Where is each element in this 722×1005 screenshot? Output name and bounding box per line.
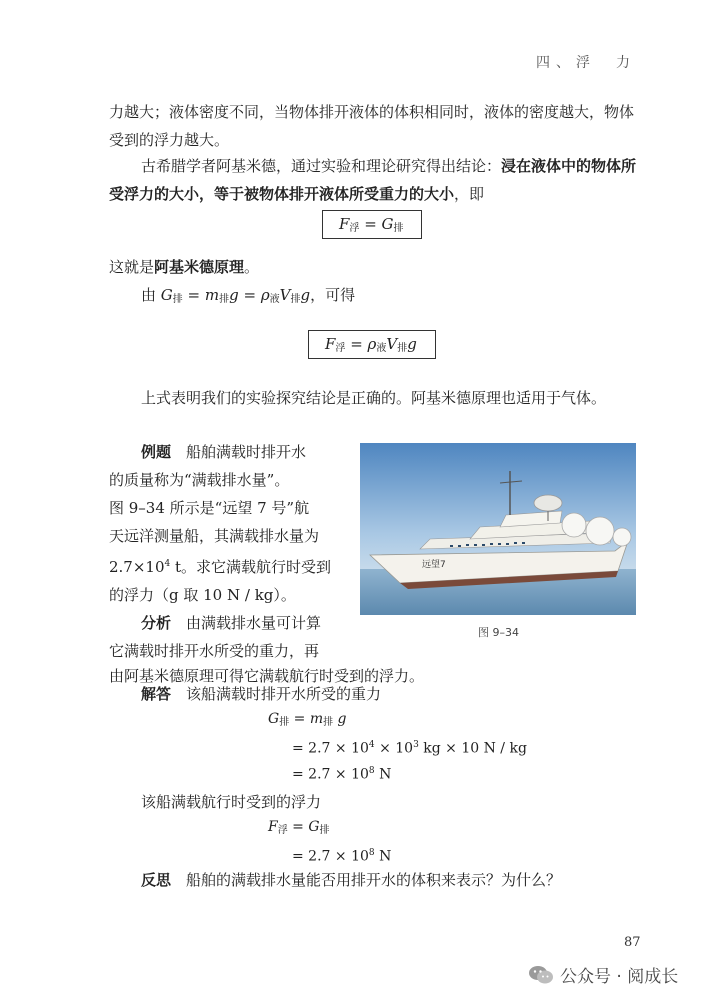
- eqD-lhs: F: [268, 819, 278, 835]
- deriv-eq1: =: [182, 286, 205, 304]
- eqB-end: kg × 10 N / kg: [418, 740, 527, 757]
- solution-eq-b: [292, 734, 527, 760]
- paragraph-archimedes-conclusion: [109, 152, 639, 208]
- deriv-post: ，可得: [310, 286, 356, 304]
- solution-intro: [109, 680, 639, 708]
- eqE-sup: 8: [368, 848, 375, 858]
- solution-eq-d: [268, 816, 330, 842]
- eq2-g: g: [407, 335, 417, 353]
- conclusion-lead: 古希腊学者阿基米德，通过实验和理论研究得出结论：: [141, 157, 502, 175]
- analysis-line2: 它满载时排开水所受的重力，再: [109, 642, 320, 660]
- eqC-start: = 2.7 × 10: [292, 766, 369, 783]
- eqE-end: N: [374, 848, 392, 865]
- eqE-start: = 2.7 × 10: [292, 848, 369, 865]
- eqA-rhs-sub: 排: [323, 717, 334, 728]
- solution-eq-e: [292, 842, 391, 868]
- eqA-g: g: [333, 711, 347, 727]
- analysis-line3: 由阿基米德原理可得它满载航行时受到的浮力。: [109, 667, 425, 685]
- eq1-lhs-sub: 浮: [349, 223, 360, 234]
- principle-bold: 阿基米德原理: [154, 258, 245, 276]
- example-mass-exp: 4: [164, 559, 171, 569]
- example-mass-base: 2.7×10: [109, 558, 165, 576]
- principle-pre: 这就是: [109, 258, 155, 276]
- ship-photo: [360, 443, 636, 615]
- principle-post: 。: [244, 258, 260, 276]
- example-line5: [109, 550, 354, 581]
- example-line5-rest: t。求它满载航行时受到: [170, 558, 332, 576]
- eqD-rhs: = G: [287, 819, 320, 835]
- eq2-V: V: [386, 335, 398, 353]
- eq2-op: =: [345, 335, 368, 353]
- example-label: 例题: [141, 443, 172, 461]
- deriv-g1: g: [229, 286, 239, 304]
- eqC-end: N: [374, 766, 392, 783]
- conclusion-tail: ，即: [454, 185, 485, 203]
- watermark-text: 公众号 · 阅成长: [560, 967, 679, 987]
- example-line2: 的质量称为“满载排水量”。: [109, 471, 290, 489]
- analysis-label: 分析: [141, 614, 172, 632]
- deriv-m-sub: 排: [219, 294, 230, 305]
- eqC-sup: 8: [368, 766, 375, 776]
- solution-text1: 该船满载时排开水所受的重力: [186, 685, 382, 703]
- deriv-rho-sub: 液: [269, 294, 280, 305]
- ship-illustration: [360, 443, 636, 615]
- example-line1: 船舶满载时排开水: [186, 443, 307, 461]
- eqB-mid: × 10: [374, 740, 414, 757]
- equation-box-2: [308, 330, 436, 359]
- example-line3: 图 9–34 所示是“远望 7 号”航: [109, 499, 310, 517]
- solution-text2: 该船满载航行时受到的浮力: [141, 793, 322, 811]
- eqD-lhs-sub: 浮: [277, 825, 288, 836]
- example-line6: 的浮力（g 取 10 N / kg）。: [109, 586, 296, 604]
- deriv-eq2: =: [238, 286, 261, 304]
- reflection-label: 反思: [141, 871, 172, 889]
- eq2-F: F: [325, 335, 336, 353]
- deriv-G-sub: 排: [172, 294, 183, 305]
- eqA-lhs-sub: 排: [279, 717, 290, 728]
- eqB-sup1: 4: [368, 740, 375, 750]
- paragraph-derivation: [109, 281, 639, 314]
- eq2-V-sub: 排: [397, 343, 408, 354]
- deriv-g2: g: [300, 286, 311, 304]
- deriv-pre: 由: [141, 286, 161, 304]
- deriv-G: G: [160, 286, 173, 304]
- ship-hull-name: 远望7: [422, 560, 446, 570]
- deriv-V: V: [279, 286, 291, 304]
- eq1-rhs: G: [381, 215, 394, 233]
- eqA-rhs: = m: [289, 711, 324, 727]
- eq2-F-sub: 浮: [335, 343, 346, 354]
- example-line4: 天远洋测量船，其满载排水量为: [109, 527, 320, 545]
- solution-eq-c: [292, 760, 391, 786]
- eq2-rho: ρ: [367, 335, 377, 353]
- watermark: [528, 962, 678, 987]
- deriv-V-sub: 排: [290, 294, 301, 305]
- eq1-rhs-sub: 排: [393, 223, 404, 234]
- equation-box-1: [322, 210, 422, 239]
- eq1-op: =: [359, 215, 382, 233]
- paragraph-conclusion: 上式表明我们的实验探究结论是正确的。阿基米德原理也适用于气体。: [141, 389, 607, 407]
- paragraph-1: 力越大；液体密度不同，当物体排开液体的体积相同时，液体的密度越大，物体受到的浮力越大。: [109, 103, 635, 149]
- wechat-icon: [528, 965, 554, 985]
- example-block: [109, 438, 354, 665]
- page-number: 87: [624, 935, 641, 950]
- reflection: [109, 866, 639, 894]
- eq1-lhs: F: [339, 215, 350, 233]
- paragraph-principle-name: [109, 253, 639, 281]
- deriv-rho: ρ: [260, 286, 270, 304]
- deriv-m: m: [204, 286, 220, 304]
- analysis-line1: 由满载排水量可计算: [186, 614, 322, 632]
- reflection-text: 船舶的满载排水量能否用排开水的体积来表示？为什么？: [186, 871, 562, 889]
- figure-caption: 图 9–34: [478, 626, 519, 639]
- eqD-rhs-sub: 排: [319, 825, 330, 836]
- eqB-start: = 2.7 × 10: [292, 740, 369, 757]
- conclusion-bold: 浸在液体中的物体所受浮力的大小，等于被物体排开液体所受重力的大小: [109, 157, 637, 203]
- eqA-lhs: G: [268, 711, 280, 727]
- chapter-header: 四、浮 力: [536, 55, 636, 71]
- solution-eq-a: [268, 708, 347, 734]
- eq2-rho-sub: 液: [376, 343, 387, 354]
- solution-label: 解答: [141, 685, 172, 703]
- eqB-sup2: 3: [413, 740, 419, 750]
